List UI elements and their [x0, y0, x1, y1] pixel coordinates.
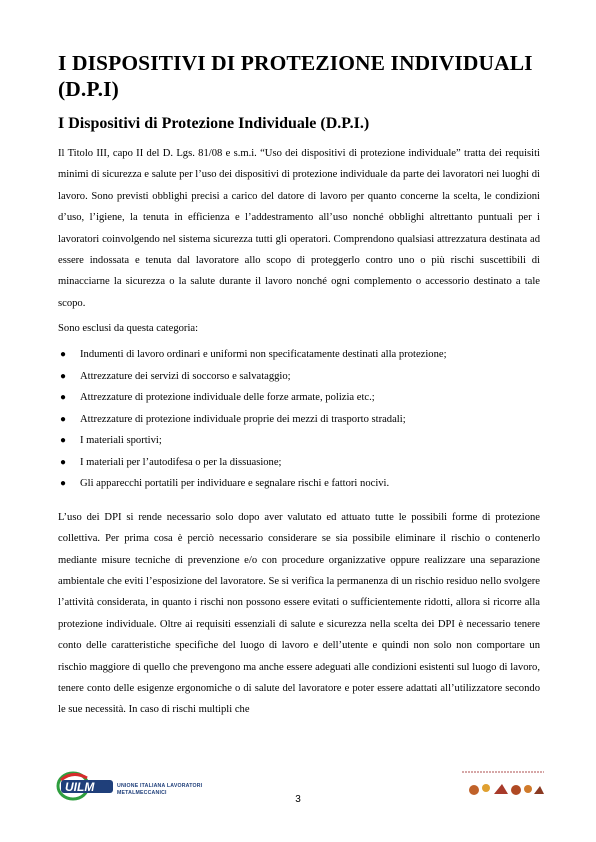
intro-paragraph: Il Titolo III, capo II del D. Lgs. 81/08 e s.m.i. “Uso dei dispositivi di protezione individuale” tratta dei requisiti minimi di sicurezza e salute per l’uso dei dispositivi di protezione individuale da parte dei lavoratori nei luoghi di lavoro. Sono previsti obblighi precisi a carico del datore di lavoro per quanto concerne la scelta, le condizioni d’uso, l’igiene, la tenuta in efficienza e l’addestramento all’uso nonché obblighi altrettanto puntuali per i lavoratori coinvolgendo nel sistema sicurezza tutti gli operatori. Comprendono qualsiasi attrezzatura destinata ad essere indossata e tenuta dal lavoratore allo scopo di proteggerlo contro uno o più rischi suscettibili di minacciarne la sicurezza o la salute durante il lavoro nonché ogni complemento o accessorio destinato a tale scopo. — [58, 148, 540, 309]
excluded-intro: Sono esclusi da questa categoria: — [58, 323, 199, 335]
list-item-text: Indumenti di lavoro ordinari e uniformi non specificatamente destinati alla protezione; — [80, 349, 447, 361]
logo-line-2: METALMECCANICI — [117, 789, 167, 796]
list-item — [58, 409, 540, 431]
section-heading: I Dispositivi di Protezione Individuale (D.P.I.) — [58, 115, 370, 132]
list-item — [58, 366, 540, 388]
bullet-icon: ● — [60, 413, 67, 425]
partner-logo — [458, 768, 548, 804]
partner-emblem-icon — [458, 768, 548, 804]
bullet-icon: ● — [60, 456, 67, 468]
bullet-icon: ● — [60, 392, 67, 404]
list-item — [58, 344, 540, 366]
list-item-text: Attrezzature di protezione individuale delle forze armate, polizia etc.; — [80, 392, 375, 404]
list-item-text: I materiali sportivi; — [80, 435, 162, 447]
list-item — [58, 387, 540, 409]
list-item — [58, 452, 540, 474]
bullet-icon: ● — [60, 435, 67, 447]
list-item-text: Gli apparecchi portatili per individuare e segnalare rischi e fattori nocivi. — [80, 478, 390, 490]
bullet-icon: ● — [60, 478, 67, 490]
page-number: 3 — [295, 794, 301, 805]
document-page — [58, 50, 540, 721]
list-item-text: Attrezzature di protezione individuale proprie dei mezzi di trasporto stradali; — [80, 413, 406, 425]
bullet-icon: ● — [60, 370, 67, 382]
logo-line-1: UNIONE ITALIANA LAVORATORI — [117, 783, 203, 789]
body-paragraph: L’uso dei DPI si rende necessario solo dopo aver valutato ed attuato tutte le possibili forme di protezione collettiva. Per prima cosa è perciò necessario considerare se sia possibile eliminare il rischio o contenerlo mediante misure tecniche di prevenzione e/o con procedure organizzative oppure realizzare una separazione ambientale che eviti l’esposizione del lavoratore. Se si verifica la permanenza di un rischio residuo nello svolgere l’attività considerata, in quanto i rischi non possono essere evitati o sufficientemente ridotti, allora si ricorre alla protezione individuale. Oltre ai requisiti essenziali di salute e sicurezza nella scelta dei DPI è necessario tenere conto delle caratteristiche specifiche del luogo di lavoro e dell’utente e quindi non solo non comportare un rischio maggiore di quello che prevengono ma anche essere adeguati alle condizioni esistenti sul luogo di lavoro, tenere conto delle esigenze ergonomiche o di salute del lavoratore e poter essere adattati all’utilizzatore secondo le sue necessità. In caso di rischi multipli che — [58, 511, 540, 716]
excluded-list — [58, 344, 540, 495]
list-item-text: Attrezzature dei servizi di soccorso e salvataggio; — [80, 370, 291, 382]
list-item — [58, 430, 540, 452]
bullet-icon: ● — [60, 349, 67, 361]
page-title: I DISPOSITIVI DI PROTEZIONE INDIVIDUALI (D.P.I) — [58, 51, 533, 101]
list-item — [58, 473, 540, 495]
list-item-text: I materiali per l’autodifesa o per la dissuasione; — [80, 456, 282, 468]
logo-wordmark: UILM — [65, 780, 95, 794]
